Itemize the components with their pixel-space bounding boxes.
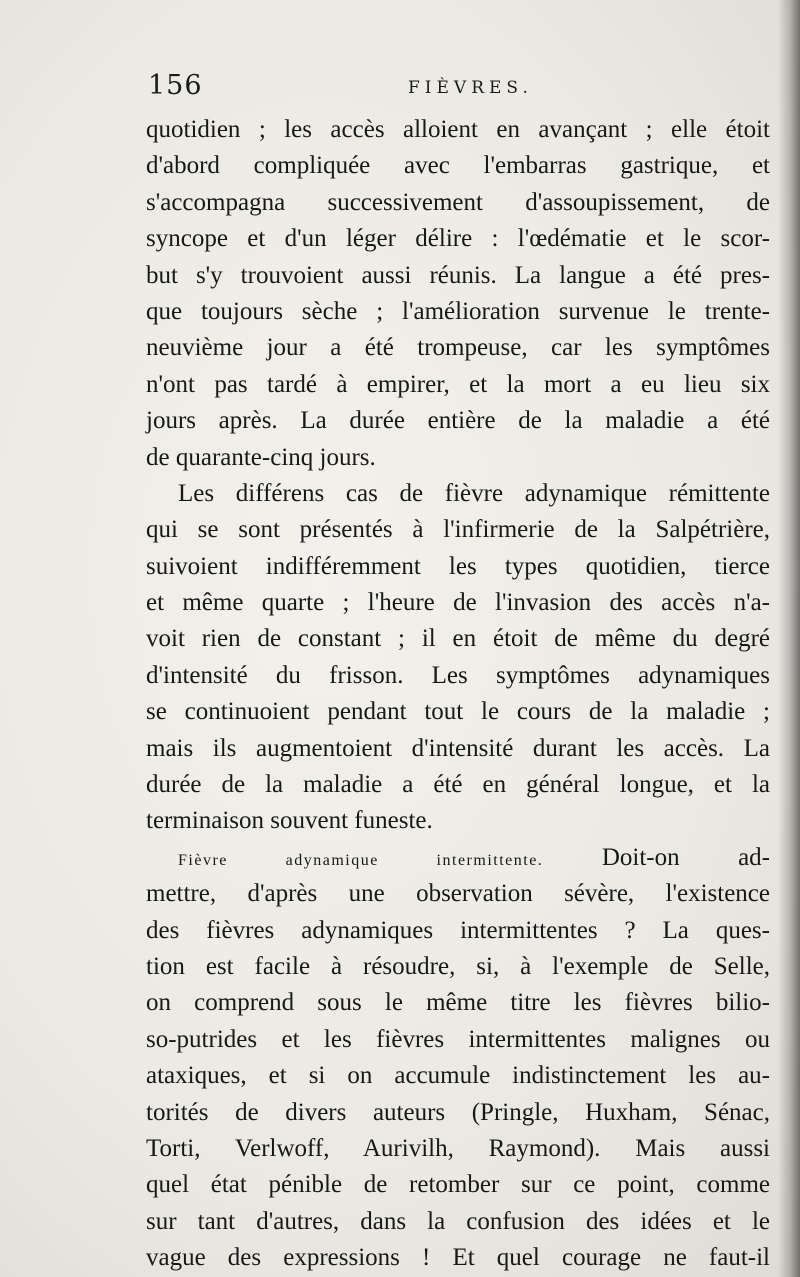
- text-line: voit rien de constant ; il en étoit de même du degré: [146, 625, 770, 653]
- text-line: et même quarte ; l'heure de l'invasion des accès n'a-: [146, 589, 770, 617]
- text-line: d'intensité du frisson. Les symptômes adynamiques: [146, 661, 770, 689]
- text-line: de quarante-cinq jours.: [146, 443, 376, 471]
- text-line: s'accompagna successivement d'assoupissement, de: [146, 188, 770, 216]
- text-line: vague des expressions ! Et quel courage ne faut-il: [146, 1244, 770, 1272]
- text-line: qui se sont présentés à l'infirmerie de la Salpétrière,: [146, 516, 770, 544]
- text-line: quel état pénible de retomber sur ce point, comme: [146, 1171, 770, 1199]
- paragraph-1: [146, 112, 770, 476]
- text-line: on comprend sous le même titre les fièvres bilio-: [146, 989, 770, 1017]
- text-line: Torti, Verlwoff, Aurivilh, Raymond). Mais aussi: [146, 1134, 770, 1162]
- text-line: n'ont pas tardé à empirer, et la mort a eu lieu six: [146, 370, 770, 398]
- text-line: but s'y trouvoient aussi réunis. La langue a été pres-: [146, 261, 770, 289]
- text-line: que toujours sèche ; l'amélioration survenue le trente-: [146, 297, 770, 325]
- page-number: 156: [148, 70, 203, 101]
- text-line: mettre, d'après une observation sévère, l'existence: [146, 880, 770, 908]
- text-line: suivoient indifféremment les types quotidien, tierce: [146, 552, 770, 580]
- text-line: so-putrides et les fièvres intermittentes malignes ou: [146, 1025, 770, 1053]
- text-fragment: Doit-on ad-: [601, 843, 770, 871]
- text-line: d'abord compliquée avec l'embarras gastrique, et: [146, 152, 770, 180]
- text-line: mais ils augmentoient d'intensité durant les accès. La: [146, 734, 770, 762]
- text-line: Les différens cas de fièvre adynamique rémittente: [178, 479, 770, 507]
- body-text: [146, 112, 770, 1277]
- paragraph-3: [146, 840, 770, 1277]
- text-line: syncope et d'un léger délire : l'œdématie et le scor-: [146, 225, 770, 253]
- text-line: quotidien ; les accès alloient en avançant ; elle étoit: [146, 116, 770, 143]
- page-gutter-shadow: [778, 0, 800, 1277]
- text-line: des fièvres adynamiques intermittentes ? La ques-: [146, 916, 770, 944]
- text-line: durée de la maladie a été en général longue, et la: [146, 771, 770, 799]
- text-line: se continuoient pendant tout le cours de la maladie ;: [146, 698, 770, 726]
- text-line: torités de divers auteurs (Pringle, Huxham, Sénac,: [146, 1098, 770, 1126]
- text-line: terminaison souvent funeste.: [146, 807, 433, 835]
- text-line: jours après. La durée entière de la maladie a été: [146, 407, 770, 435]
- running-title: FIÈVRES.: [408, 78, 533, 98]
- section-heading-line: [146, 840, 770, 876]
- text-line: ataxiques, et si on accumule indistinctement les au-: [146, 1062, 770, 1090]
- text-line: tion est facile à résoudre, si, à l'exemple de Selle,: [146, 952, 770, 980]
- text-line: sur tant d'autres, dans la confusion des idées et le: [146, 1207, 770, 1235]
- section-heading: Fièvre adynamique intermittente.: [178, 851, 544, 869]
- page-header: [148, 70, 768, 110]
- text-line: neuvième jour a été trompeuse, car les symptômes: [146, 334, 770, 362]
- paragraph-2: [146, 476, 770, 840]
